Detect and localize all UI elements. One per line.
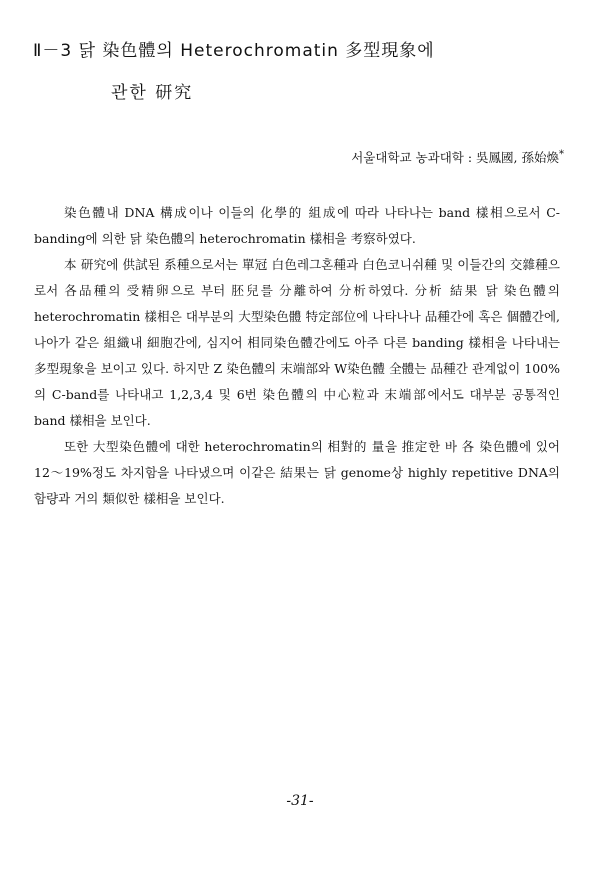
author-footnote-mark: *: [559, 148, 564, 160]
paper-title-line-1: Ⅱ－3 닭 染色體의 Heterochromatin 多型現象에: [33, 41, 435, 61]
abstract-body: [34, 200, 560, 512]
paragraph-2: 本 研究에 供試된 系種으로서는 單冠 白色레그혼種과 白色코니쉬種 및 이들간의 交雜種으로서 各品種의 受精卵으로 부터 胚兒를 分離하여 分析하였다. 分析 結果 닭 染色體의 heterochromatin 樣相은 대부분의 大型染色體 特定部位에 나타나나 品種간에 혹은 個體간에, 나아가 같은 組織내 細胞간에, 심지어 相同染色體간에도 아주 다른 banding 樣相을 나타내는 多型現象을 보이고 있다. 하지만 Z 染色體의 末端部와 W染色體 全體는 品種간 관계없이 100%의 C-band를 나타내고 1,2,3,4 및 6번 染色體의 中心粒과 末端部에서도 대부분 공통적인 band 樣相을 보인다.: [34, 257, 560, 428]
paper-title-line-2: 관한 研究: [111, 83, 194, 103]
paragraph-3: 또한 大型染色體에 대한 heterochromatin의 相對的 量을 推定한 바 各 染色體에 있어 12～19%정도 차지함을 나타냈으며 이같은 結果는 닭 genome상 highly repetitive DNA의 함량과 거의 類似한 樣相을 보인다.: [34, 439, 560, 506]
paragraph-1: 染色體내 DNA 構成이나 이들의 化學的 組成에 따라 나타나는 band 樣相으로서 C-banding에 의한 닭 染色體의 heterochromatin 樣相을 考察하였다.: [34, 205, 560, 246]
page-number: -31-: [286, 793, 314, 809]
author-affiliation: [351, 148, 564, 166]
author-names: 서울대학교 농과대학 : 吳鳳國, 孫始煥: [351, 150, 559, 165]
